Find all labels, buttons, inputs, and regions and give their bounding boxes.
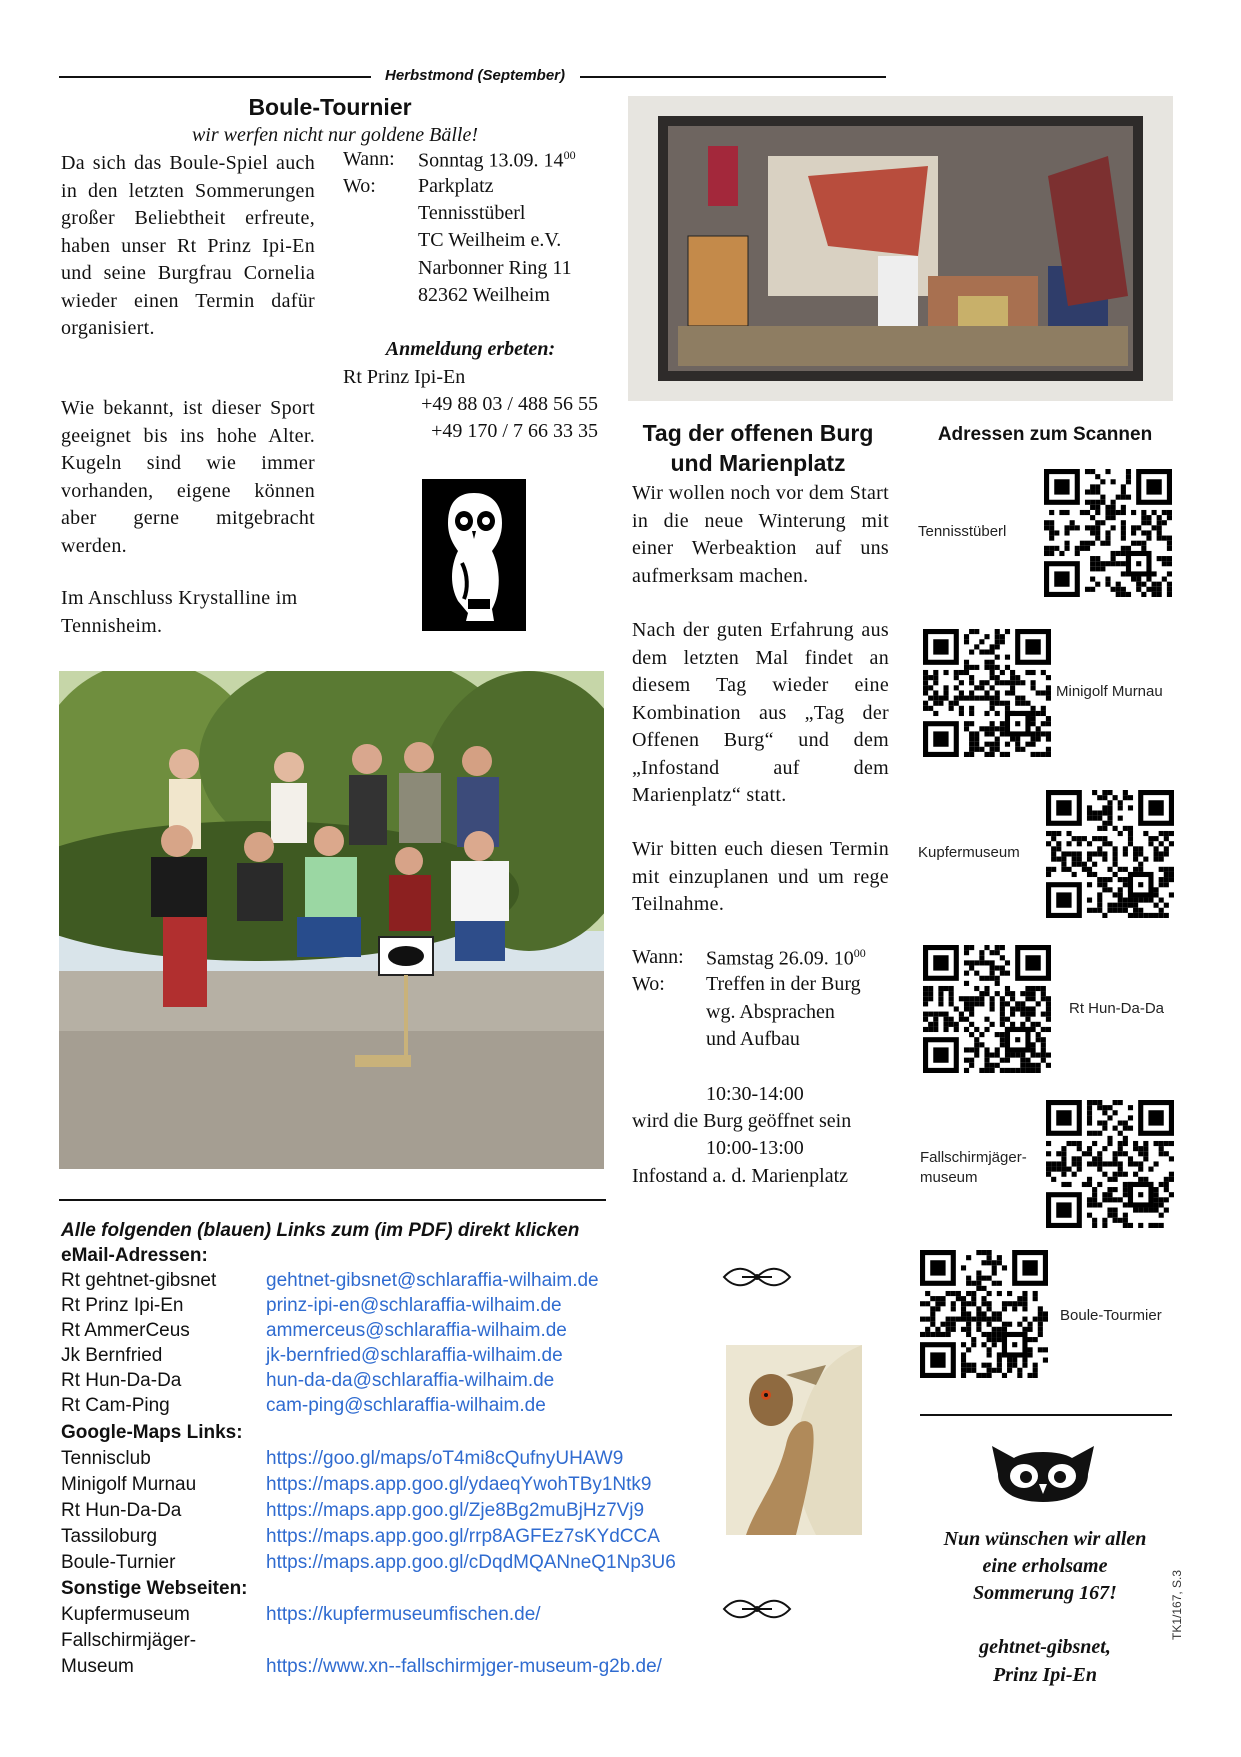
burg-where-label: Wo: bbox=[632, 973, 665, 995]
maps-row bbox=[61, 1448, 741, 1473]
burg-paragraph-3: Wir bitten euch diesen Termin mit einzuplanen und um rege Teilnahme. bbox=[632, 838, 889, 915]
display-case-photo bbox=[628, 96, 1173, 401]
email-link[interactable]: prinz-ipi-en@schlaraffia-wilhaim.de bbox=[266, 1295, 562, 1316]
email-name: Rt Cam-Ping bbox=[61, 1395, 170, 1416]
email-row bbox=[61, 1370, 741, 1395]
maps-link[interactable]: https://maps.app.goo.gl/rrp8AGFEz7sKYdCCA bbox=[266, 1526, 660, 1547]
email-row bbox=[61, 1345, 741, 1370]
burg-where-line: und Aufbau bbox=[706, 1028, 800, 1050]
qr-label-hun-da-da: Rt Hun-Da-Da bbox=[1069, 1000, 1165, 1017]
boule-subtitle: wir werfen nicht nur goldene Bälle! bbox=[191, 124, 479, 146]
boule-registration-name: Rt Prinz Ipi-En bbox=[343, 366, 466, 388]
qr-label-boule-turnier: Boule-Tourmier bbox=[1060, 1307, 1162, 1324]
boule-where-line: TC Weilheim e.V. bbox=[418, 229, 562, 251]
qr-code-fallschirmjaeger-museum[interactable] bbox=[1046, 1100, 1174, 1228]
burg-when-sup: 00 bbox=[853, 946, 866, 960]
email-row bbox=[61, 1320, 741, 1345]
closing-rule bbox=[920, 1414, 1172, 1416]
burg-when-value bbox=[706, 946, 866, 971]
qr-title: Adressen zum Scannen bbox=[937, 424, 1153, 445]
web-row bbox=[61, 1630, 741, 1655]
email-section-title: eMail-Adressen: bbox=[61, 1245, 208, 1266]
qr-label-fallschirmjaeger-museum: Fallschirmjäger-museum bbox=[920, 1149, 1027, 1186]
email-link[interactable]: hun-da-da@schlaraffia-wilhaim.de bbox=[266, 1370, 555, 1391]
qr-code-minigolf-murnau[interactable] bbox=[923, 629, 1051, 757]
closing-line-1: Nun wünschen wir allen bbox=[943, 1528, 1147, 1550]
burg-time-2: 10:00-13:00 bbox=[706, 1137, 804, 1159]
boule-registration-phone-1: +49 88 03 / 488 56 55 bbox=[421, 393, 598, 415]
email-name: Jk Bernfried bbox=[61, 1345, 163, 1366]
email-name: Rt Hun-Da-Da bbox=[61, 1370, 182, 1391]
header-rule-left bbox=[59, 76, 371, 78]
web-name: Kupfermuseum bbox=[61, 1604, 190, 1625]
web-link[interactable]: https://kupfermuseumfischen.de/ bbox=[266, 1604, 541, 1625]
closing-signature-2: Prinz Ipi-En bbox=[993, 1664, 1097, 1686]
email-name: Rt Prinz Ipi-En bbox=[61, 1295, 184, 1316]
maps-section-title: Google-Maps Links: bbox=[61, 1422, 243, 1443]
boule-registration-title: Anmeldung erbeten: bbox=[385, 338, 556, 360]
web-row bbox=[61, 1604, 741, 1629]
owl-mask-logo bbox=[988, 1440, 1098, 1506]
boule-title: Boule-Tournier bbox=[248, 94, 412, 120]
closing-signature-1: gehtnet-gibsnet, bbox=[979, 1636, 1111, 1658]
burg-when-text: Samstag 26.09. 10 bbox=[706, 947, 854, 970]
email-link[interactable]: jk-bernfried@schlaraffia-wilhaim.de bbox=[266, 1345, 563, 1366]
maps-row bbox=[61, 1500, 741, 1525]
email-row bbox=[61, 1270, 741, 1295]
burg-paragraph-2: Nach der guten Erfahrung aus dem letzten Mal findet an diesem Tag wieder eine Kombination aus „Tag der Offenen Burg“ und dem „Infostand auf dem Marienplatz“ statt. bbox=[632, 619, 889, 806]
web-link[interactable]: https://www.xn--fallschirmjger-museum-g2b.de/ bbox=[266, 1656, 662, 1677]
boule-where-line: Parkplatz bbox=[418, 175, 494, 197]
email-link[interactable]: cam-ping@schlaraffia-wilhaim.de bbox=[266, 1395, 546, 1416]
maps-name: Rt Hun-Da-Da bbox=[61, 1500, 182, 1521]
maps-link[interactable]: https://goo.gl/maps/oT4mi8cQufnyUHAW9 bbox=[266, 1448, 624, 1469]
maps-link[interactable]: https://maps.app.goo.gl/ydaeqYwohTBy1Ntk9 bbox=[266, 1474, 652, 1495]
maps-link[interactable]: https://maps.app.goo.gl/cDqdMQANneQ1Np3U6 bbox=[266, 1552, 676, 1573]
burg-where-line: Treffen in der Burg bbox=[706, 973, 861, 995]
maps-name: Minigolf Murnau bbox=[61, 1474, 197, 1495]
boule-body-1: Da sich das Boule-Spiel auch in den letzten Sommerungen großer Beliebtheit erfreute, haben unser Rt Prinz Ipi-En und seine Burgfrau Cornelia wieder einen Termin dafür organisiert. bbox=[61, 152, 315, 339]
maps-name: Tennisclub bbox=[61, 1448, 151, 1469]
maps-row bbox=[61, 1526, 741, 1551]
boule-where-label: Wo: bbox=[343, 175, 376, 197]
web-name: Museum bbox=[61, 1656, 134, 1677]
email-name: Rt gehtnet-gibsnet bbox=[61, 1270, 217, 1291]
owl-logo bbox=[422, 479, 526, 631]
burg-time-2-text: Infostand a. d. Marienplatz bbox=[632, 1165, 849, 1187]
boule-when-sup: 00 bbox=[563, 148, 576, 162]
qr-label-minigolf-murnau: Minigolf Murnau bbox=[1056, 683, 1163, 700]
burg-when-label: Wann: bbox=[632, 946, 684, 968]
header-month: Herbstmond (September) bbox=[384, 67, 566, 84]
qr-code-boule-turnier[interactable] bbox=[920, 1250, 1048, 1378]
web-row bbox=[61, 1656, 741, 1681]
links-intro: Alle folgenden (blauen) Links zum (im PDF) direkt klicken bbox=[61, 1220, 580, 1241]
maps-name: Boule-Turnier bbox=[61, 1552, 176, 1573]
header-rule-right bbox=[580, 76, 886, 78]
web-name: Fallschirmjäger- bbox=[61, 1630, 197, 1651]
burg-title: Tag der offenen Burg und Marienplatz bbox=[642, 420, 874, 476]
burg-paragraph-1: Wir wollen noch vor dem Start in die neue Winterung mit einer Werbeaktion auf uns aufmerksam machen. bbox=[632, 482, 889, 587]
ornament-top bbox=[722, 1262, 792, 1292]
qr-code-kupfermuseum[interactable] bbox=[1046, 790, 1174, 918]
qr-code-tennisstueberl[interactable] bbox=[1044, 469, 1172, 597]
email-row bbox=[61, 1395, 741, 1420]
boule-when-text: Sonntag 13.09. 14 bbox=[418, 149, 564, 172]
boule-when-value bbox=[418, 148, 576, 173]
boule-when-label: Wann: bbox=[343, 148, 395, 170]
boule-where-line: 82362 Weilheim bbox=[418, 284, 550, 306]
maps-link[interactable]: https://maps.app.goo.gl/Zje8Bg2muBjHz7Vj9 bbox=[266, 1500, 645, 1521]
web-section-title: Sonstige Webseiten: bbox=[61, 1578, 248, 1599]
boule-body-3: Im Anschluss Krystalline im Tennisheim. bbox=[61, 587, 298, 637]
maps-name: Tassiloburg bbox=[61, 1526, 158, 1547]
email-name: Rt AmmerCeus bbox=[61, 1320, 190, 1341]
closing-line-2: eine erholsame bbox=[982, 1555, 1108, 1577]
qr-label-kupfermuseum: Kupfermuseum bbox=[918, 844, 1020, 861]
owl-photo bbox=[726, 1345, 862, 1535]
ornament-bottom bbox=[722, 1594, 792, 1624]
burg-time-1: 10:30-14:00 bbox=[706, 1083, 804, 1105]
email-link[interactable]: ammerceus@schlaraffia-wilhaim.de bbox=[266, 1320, 567, 1341]
email-row bbox=[61, 1295, 741, 1320]
boule-registration-phone-2: +49 170 / 7 66 33 35 bbox=[431, 420, 598, 442]
boule-where-line: Tennisstüberl bbox=[418, 202, 526, 224]
boule-where-line: Narbonner Ring 11 bbox=[418, 257, 572, 279]
closing-line-3: Sommerung 167! bbox=[973, 1582, 1117, 1604]
email-link[interactable]: gehtnet-gibsnet@schlaraffia-wilhaim.de bbox=[266, 1270, 599, 1291]
burg-where-line: wg. Absprachen bbox=[706, 1001, 835, 1023]
page-footer: TK1/167, S.3 bbox=[1170, 1569, 1184, 1640]
group-photo bbox=[59, 671, 604, 1169]
boule-body-2: Wie bekannt, ist dieser Sport geeignet bis ins hohe Alter. Kugeln sind wie immer vorhanden, eigene können aber gerne mitgebracht werden. bbox=[61, 397, 315, 557]
maps-row bbox=[61, 1552, 741, 1577]
qr-code-hun-da-da[interactable] bbox=[923, 945, 1051, 1073]
links-rule bbox=[59, 1199, 606, 1201]
qr-label-tennisstueberl: Tennisstüberl bbox=[918, 523, 1007, 540]
maps-row bbox=[61, 1474, 741, 1499]
burg-time-1-text: wird die Burg geöffnet sein bbox=[632, 1110, 852, 1132]
